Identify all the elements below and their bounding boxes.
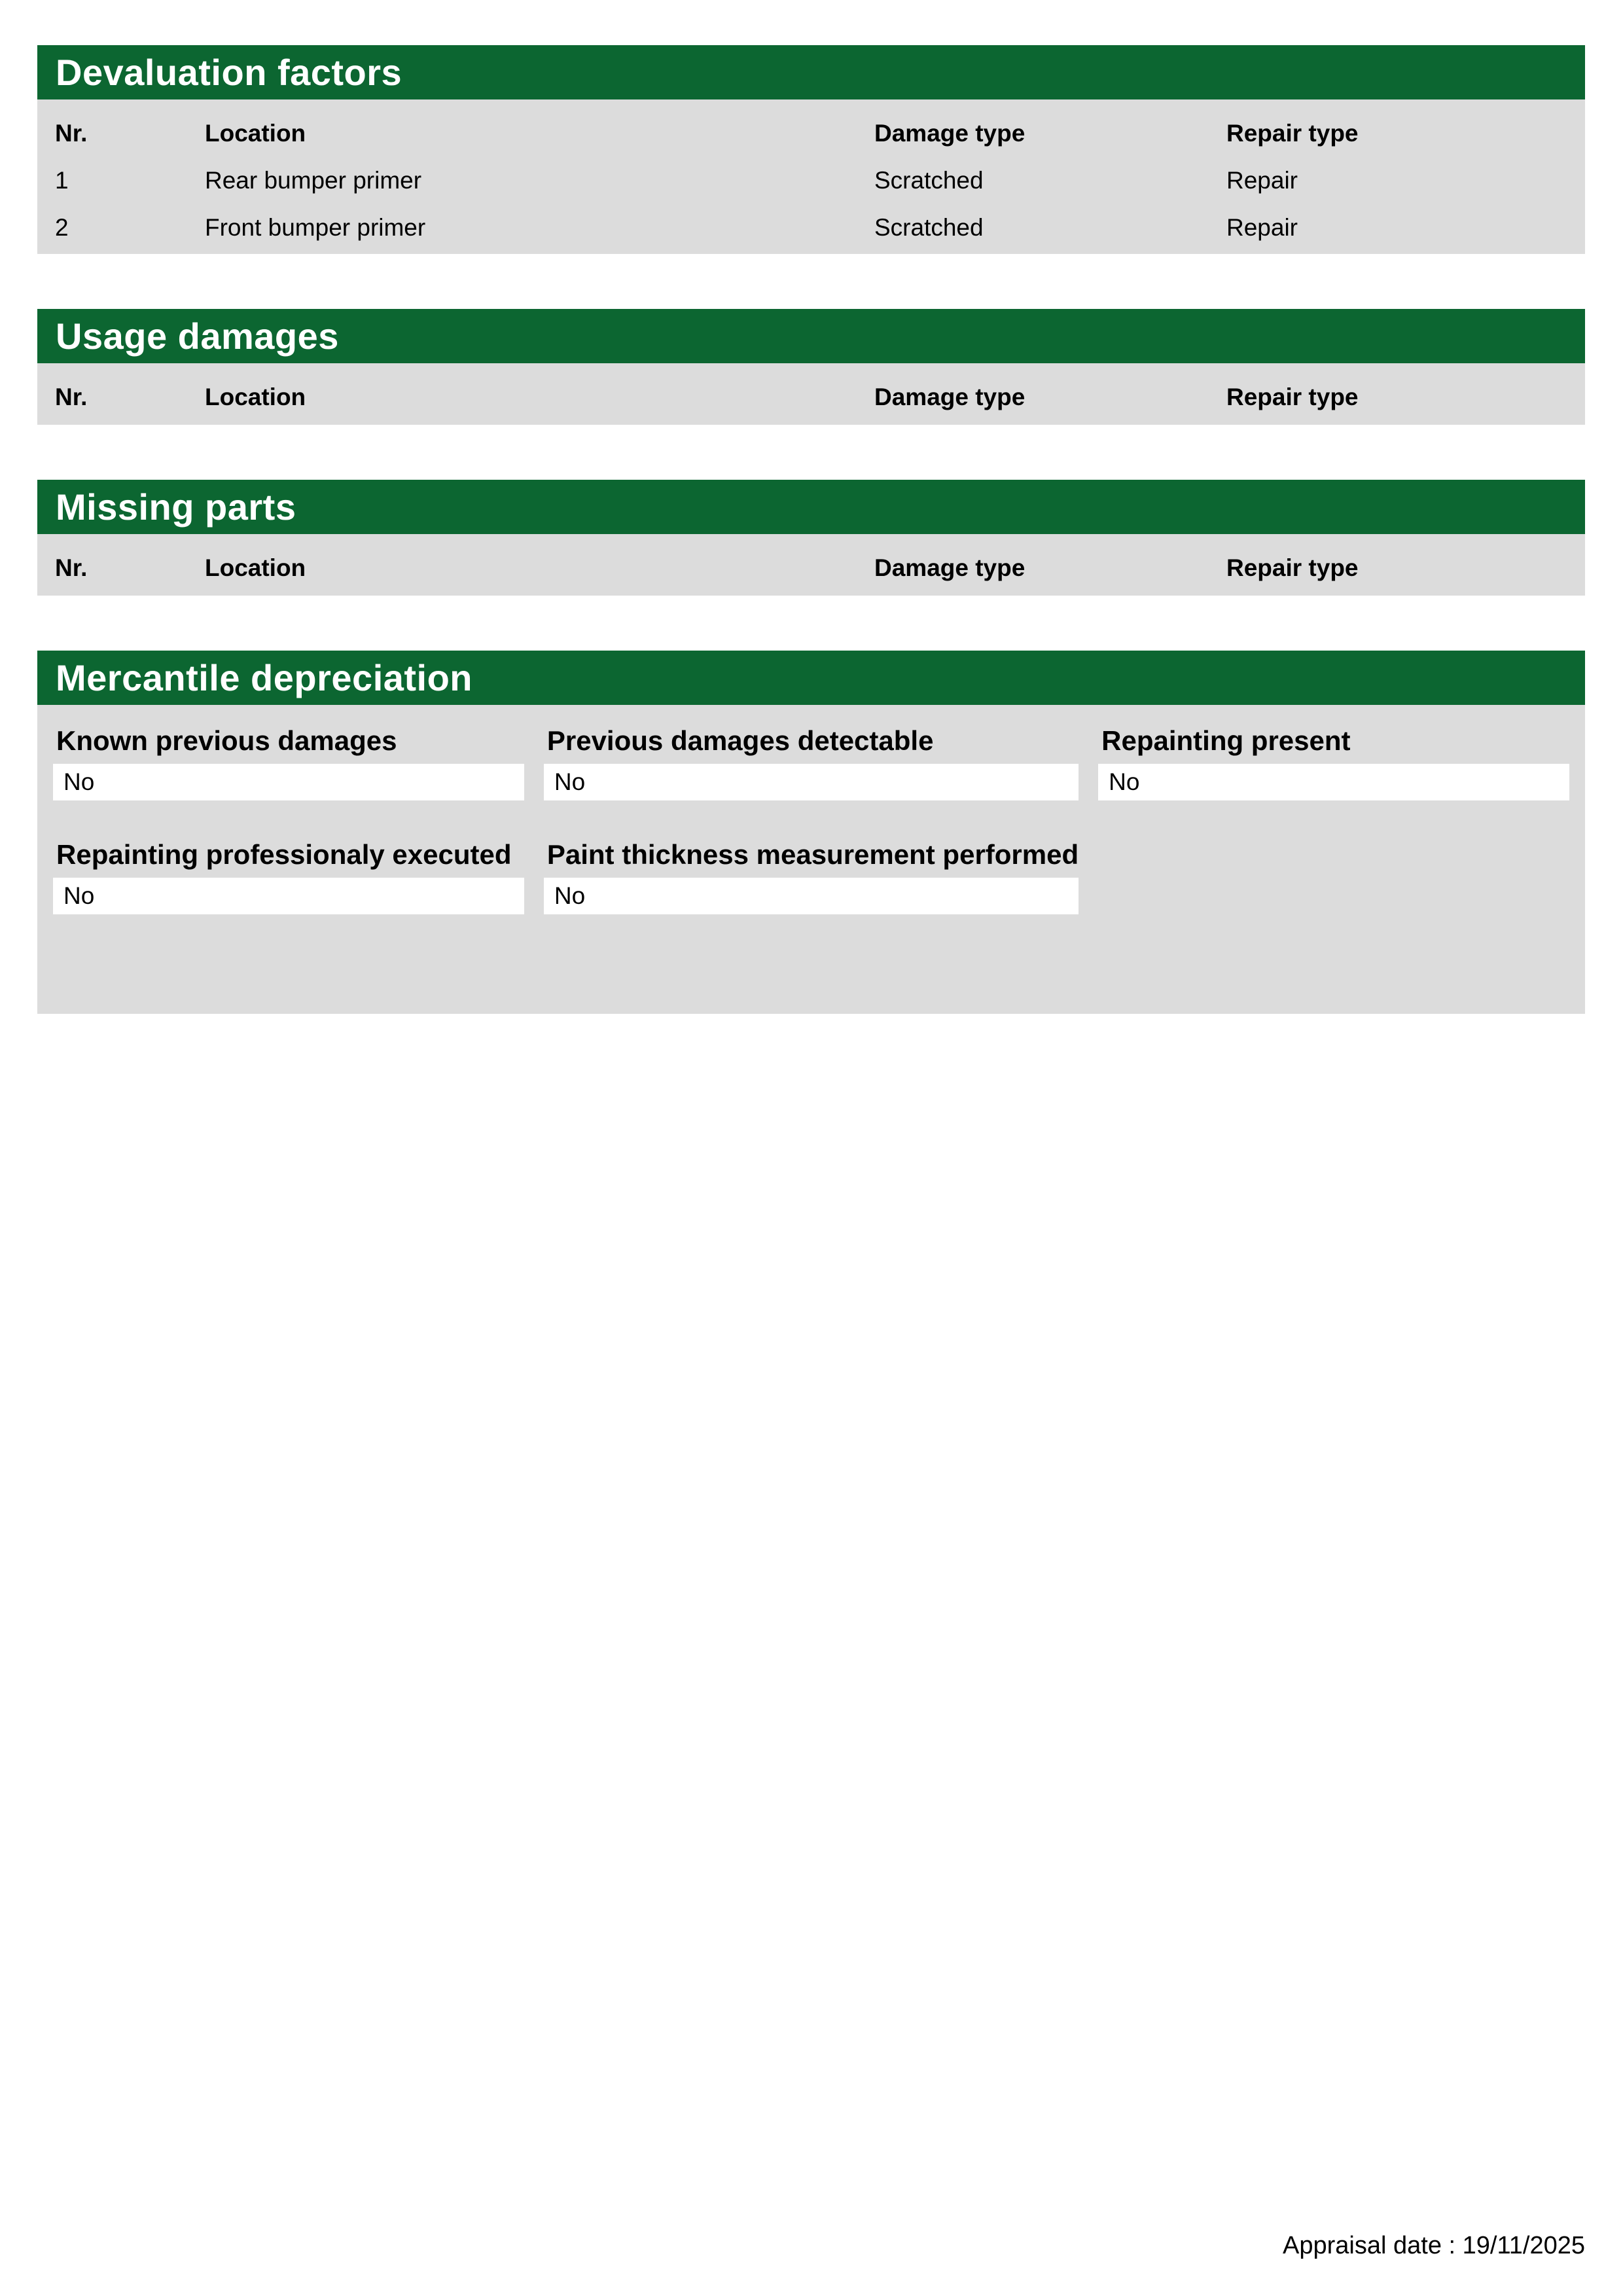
column-header-damage-type: Damage type [874, 384, 1026, 410]
column-header-repair-type: Repair type [1226, 120, 1359, 147]
empty-grid-cell [1098, 840, 1569, 914]
cell-nr: 1 [55, 167, 69, 194]
section-title-usage-damages: Usage damages [37, 309, 1585, 363]
section-usage-damages [37, 309, 1585, 425]
column-header-repair-type: Repair type [1226, 554, 1359, 581]
field-label: Paint thickness measurement performed [546, 839, 1079, 870]
section-missing-parts [37, 480, 1585, 596]
field-label: Known previous damages [56, 725, 397, 756]
missing-parts-table [37, 534, 1585, 596]
usage-damages-table [37, 363, 1585, 425]
cell-location: Rear bumper primer [205, 167, 422, 194]
cell-repair-type: Repair [1226, 214, 1298, 241]
section-title-mercantile-depreciation: Mercantile depreciation [37, 651, 1585, 705]
field-repainting-professionaly-executed [53, 840, 524, 914]
devaluation-table [37, 99, 1585, 254]
column-header-damage-type: Damage type [874, 554, 1026, 581]
field-known-previous-damages [53, 726, 524, 800]
column-header-nr: Nr. [55, 554, 88, 581]
field-label: Repainting professionaly executed [56, 839, 512, 870]
column-header-nr: Nr. [55, 120, 88, 147]
cell-damage-type: Scratched [874, 167, 984, 194]
section-title-missing-parts: Missing parts [37, 480, 1585, 534]
section-mercantile-depreciation [37, 651, 1585, 1014]
cell-repair-type: Repair [1226, 167, 1298, 194]
field-label: Repainting present [1101, 725, 1351, 756]
appraisal-date: Appraisal date : 19/11/2025 [1283, 2232, 1585, 2259]
section-title-devaluation-factors: Devaluation factors [37, 45, 1585, 99]
field-value-box: No [544, 764, 1079, 800]
cell-damage-type: Scratched [874, 214, 984, 241]
field-value-box: No [544, 878, 1079, 914]
section-devaluation-factors [37, 45, 1585, 254]
table-header-row [37, 374, 1585, 421]
column-header-repair-type: Repair type [1226, 384, 1359, 410]
column-header-location: Location [205, 384, 306, 410]
table-row [37, 204, 1585, 251]
column-header-nr: Nr. [55, 384, 88, 410]
table-row [37, 157, 1585, 204]
column-header-location: Location [205, 120, 306, 147]
field-previous-damages-detectable [544, 726, 1079, 800]
column-header-location: Location [205, 554, 306, 581]
cell-location: Front bumper primer [205, 214, 426, 241]
table-header-row [37, 545, 1585, 592]
field-value-box: No [1098, 764, 1569, 800]
table-header-row [37, 110, 1585, 157]
field-value-box: No [53, 764, 524, 800]
field-paint-thickness-measurement-performed [544, 840, 1079, 914]
field-value-box: No [53, 878, 524, 914]
mercantile-form [37, 705, 1585, 1014]
field-repainting-present [1098, 726, 1569, 800]
field-label: Previous damages detectable [546, 725, 934, 756]
report-content [37, 45, 1585, 1069]
cell-nr: 2 [55, 214, 69, 241]
column-header-damage-type: Damage type [874, 120, 1026, 147]
